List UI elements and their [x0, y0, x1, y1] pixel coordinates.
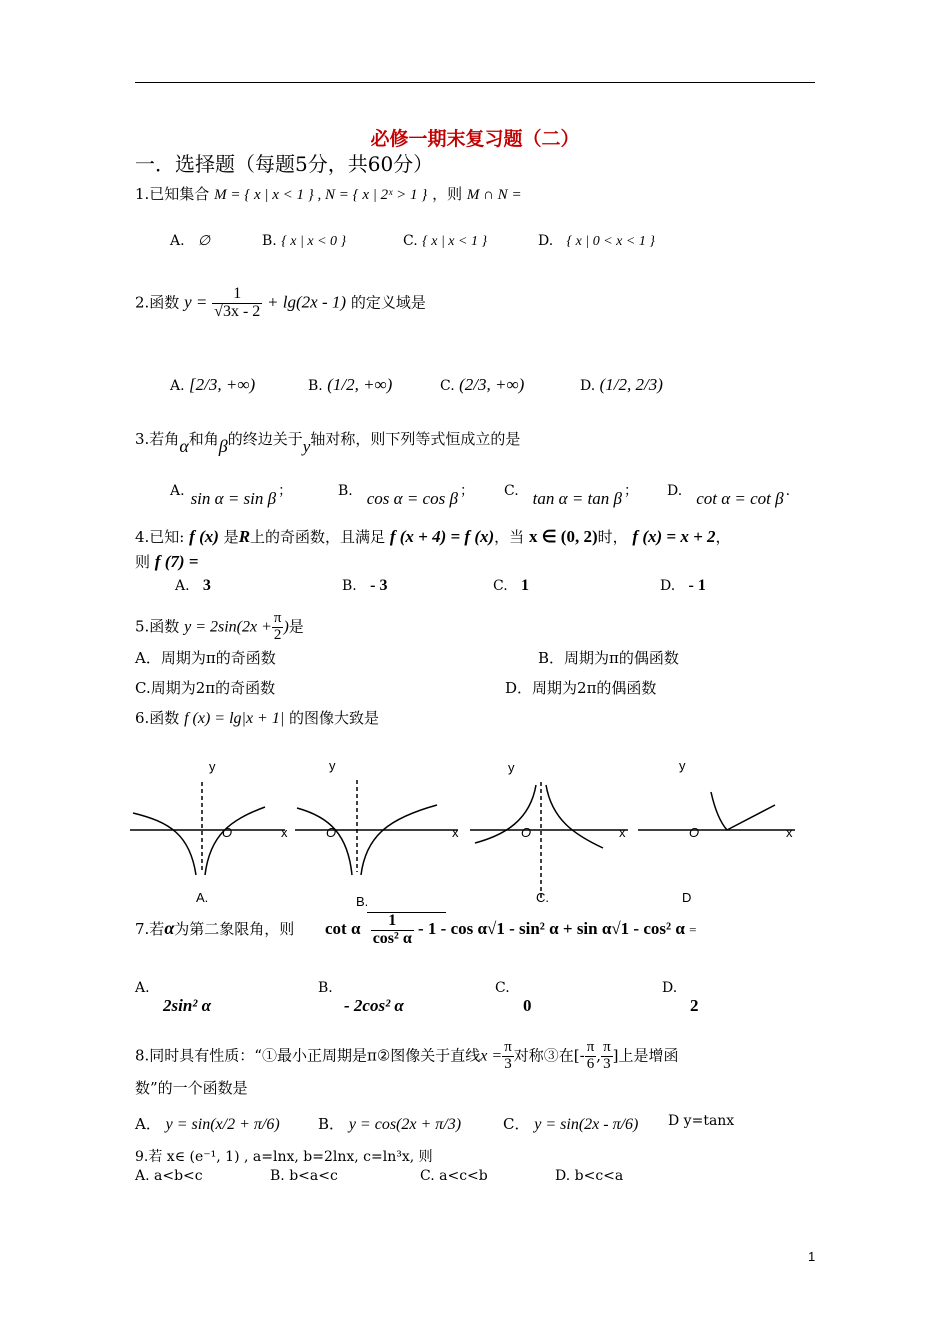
q3-option-b[interactable]: B. cos α = cos β ； [338, 483, 474, 508]
q1-then: ，则 [432, 185, 463, 203]
q5-option-b[interactable]: B．周期为π的偶函数 [538, 649, 679, 667]
question-5: 5.函数 y = 2sin(2x + $\frac{\pi}{2}$ )是 [135, 610, 304, 643]
q2-tail: 的定义域是 [350, 293, 426, 312]
q9-option-b[interactable]: B. b<a<c [270, 1168, 338, 1184]
graph-a-origin: O [222, 825, 233, 840]
q5-option-c[interactable]: C.周期为2π的奇函数 [135, 679, 276, 697]
section-heading: 一．选择题（每题5分，共60分） [135, 152, 434, 176]
q2-fraction: $\frac{1}{√3x - 2}$ [214, 285, 261, 320]
question-4: 4.已知: f (x) 是R上的奇函数，且满足 f (x + 4) = f (x)，当 x ∈ (0, 2)时， f (x) = x + 2， [135, 527, 731, 546]
graph-c-y-label: y [508, 760, 515, 775]
graph-b-y-label: y [329, 758, 336, 773]
q3-option-d[interactable]: D. cot α = cot β . [667, 483, 791, 508]
graph-c-origin: O [521, 825, 532, 840]
q4-option-a[interactable]: A. 3 [175, 577, 211, 594]
q2-option-c[interactable]: C. (2/3, +∞) [440, 375, 525, 394]
graph-a-label: A. [196, 890, 209, 905]
q9-option-c[interactable]: C. a<c<b [420, 1168, 488, 1184]
q1-option-a[interactable]: A. ∅ [170, 233, 211, 249]
q1-sets: M = { x | x < 1 } , N = { x | 2ˣ > 1 } [214, 187, 428, 203]
q8-option-b[interactable]: B． y = cos(2x + π/3) [318, 1115, 462, 1133]
q2-log: + lg(2x - 1) [267, 292, 347, 312]
question-4-line2: 则 f (7) = [135, 552, 199, 571]
question-8: 8.同时具有性质：“①最小正周期是π②图像关于直线x = $\frac{\pi}{3}$ 对称③在[- $\frac{\pi}{6}$ , $\frac{\pi}{3}$ ]上是增函 [135, 1039, 679, 1072]
q8-option-c[interactable]: C． y = sin(2x - π/6) [503, 1115, 639, 1133]
question-1 [135, 183, 522, 204]
q1-option-c[interactable]: C. { x | x < 1 } [403, 233, 488, 249]
question-2 [135, 286, 426, 321]
q9-option-d[interactable]: D. b<c<a [555, 1168, 624, 1184]
q1-stem: 1.已知集合 [135, 185, 210, 203]
page-number: 1 [808, 1249, 816, 1264]
graph-c-label: C. [536, 890, 549, 905]
q5-option-d[interactable]: D．周期为2π的偶函数 [505, 679, 657, 697]
q4-option-b[interactable]: B. - 3 [342, 577, 388, 594]
question-8-line2: 数”的一个函数是 [135, 1079, 248, 1097]
graph-c-x-label: x [619, 825, 626, 840]
q2-stem: 2.函数 [135, 293, 180, 312]
graph-a-y-label: y [209, 759, 216, 774]
graph-b[interactable] [295, 780, 458, 875]
graph-c[interactable] [470, 782, 628, 898]
q5-option-a[interactable]: A．周期为π的奇函数 [135, 649, 276, 667]
graph-a-x-label: x [281, 825, 288, 840]
graph-d-origin: O [689, 825, 700, 840]
graph-d-label: D [682, 890, 692, 905]
graph-d[interactable] [638, 792, 795, 830]
graph-b-x-label: x [452, 825, 459, 840]
graph-b-label: B. [356, 894, 369, 909]
q7-option-c[interactable]: C. 0 [495, 980, 532, 1015]
question-7: 7.若α为第二象限角，则 [135, 918, 295, 938]
q7-option-d[interactable]: D. 2 [662, 980, 699, 1015]
graph-d-y-label: y [679, 758, 686, 773]
q7-option-b[interactable]: B. - 2cos² α [318, 980, 404, 1015]
q2-option-b[interactable]: B. (1/2, +∞) [308, 375, 393, 394]
graph-d-x-label: x [786, 825, 793, 840]
q1-intersection: M ∩ N = [466, 187, 522, 203]
q4-option-c[interactable]: C. 1 [493, 577, 530, 594]
question-9: 9.若 x∈ (e⁻¹, 1) , a=lnx, b=2lnx, c=ln³x, 则 [135, 1149, 433, 1165]
q4-option-d[interactable]: D. - 1 [660, 577, 706, 594]
q3-option-a[interactable]: A. sin α = sin β ； [170, 483, 293, 508]
q7-option-a[interactable]: A. 2sin² α [135, 980, 212, 1015]
q1-option-b[interactable]: B. { x | x < 0 } [262, 233, 347, 249]
q1-option-d[interactable]: D. { x | 0 < x < 1 } [538, 233, 655, 249]
graph-b-origin: O [326, 825, 337, 840]
question-6: 6.函数 f (x) = lg|x + 1| 的图像大致是 [135, 709, 380, 727]
q7-expression: cot α $\frac{1}{\text{cos² α}}$ - 1 - cos α√1 - sin² α + sin α√1 - cos² α = [325, 912, 697, 947]
graph-a[interactable] [130, 782, 285, 875]
q3-option-c[interactable]: C. tan α = tan β ； [504, 483, 638, 508]
q8-option-a[interactable]: A． y = sin(x/2 + π/6) [135, 1115, 280, 1133]
header-rule [135, 82, 815, 83]
q2-y: y = [184, 292, 208, 312]
page-title: 必修一期末复习题（二） [370, 128, 580, 150]
q8-option-d[interactable]: D y=tanx [668, 1113, 735, 1129]
question-3: 3.若角α和角β的终边关于y轴对称，则下列等式恒成立的是 [135, 430, 521, 456]
q6-graphs [0, 750, 950, 915]
q9-option-a[interactable]: A. a<b<c [135, 1168, 203, 1184]
q2-option-d[interactable]: D. (1/2, 2/3) [580, 375, 663, 394]
q2-option-a[interactable]: A. [2/3, +∞) [170, 375, 256, 394]
